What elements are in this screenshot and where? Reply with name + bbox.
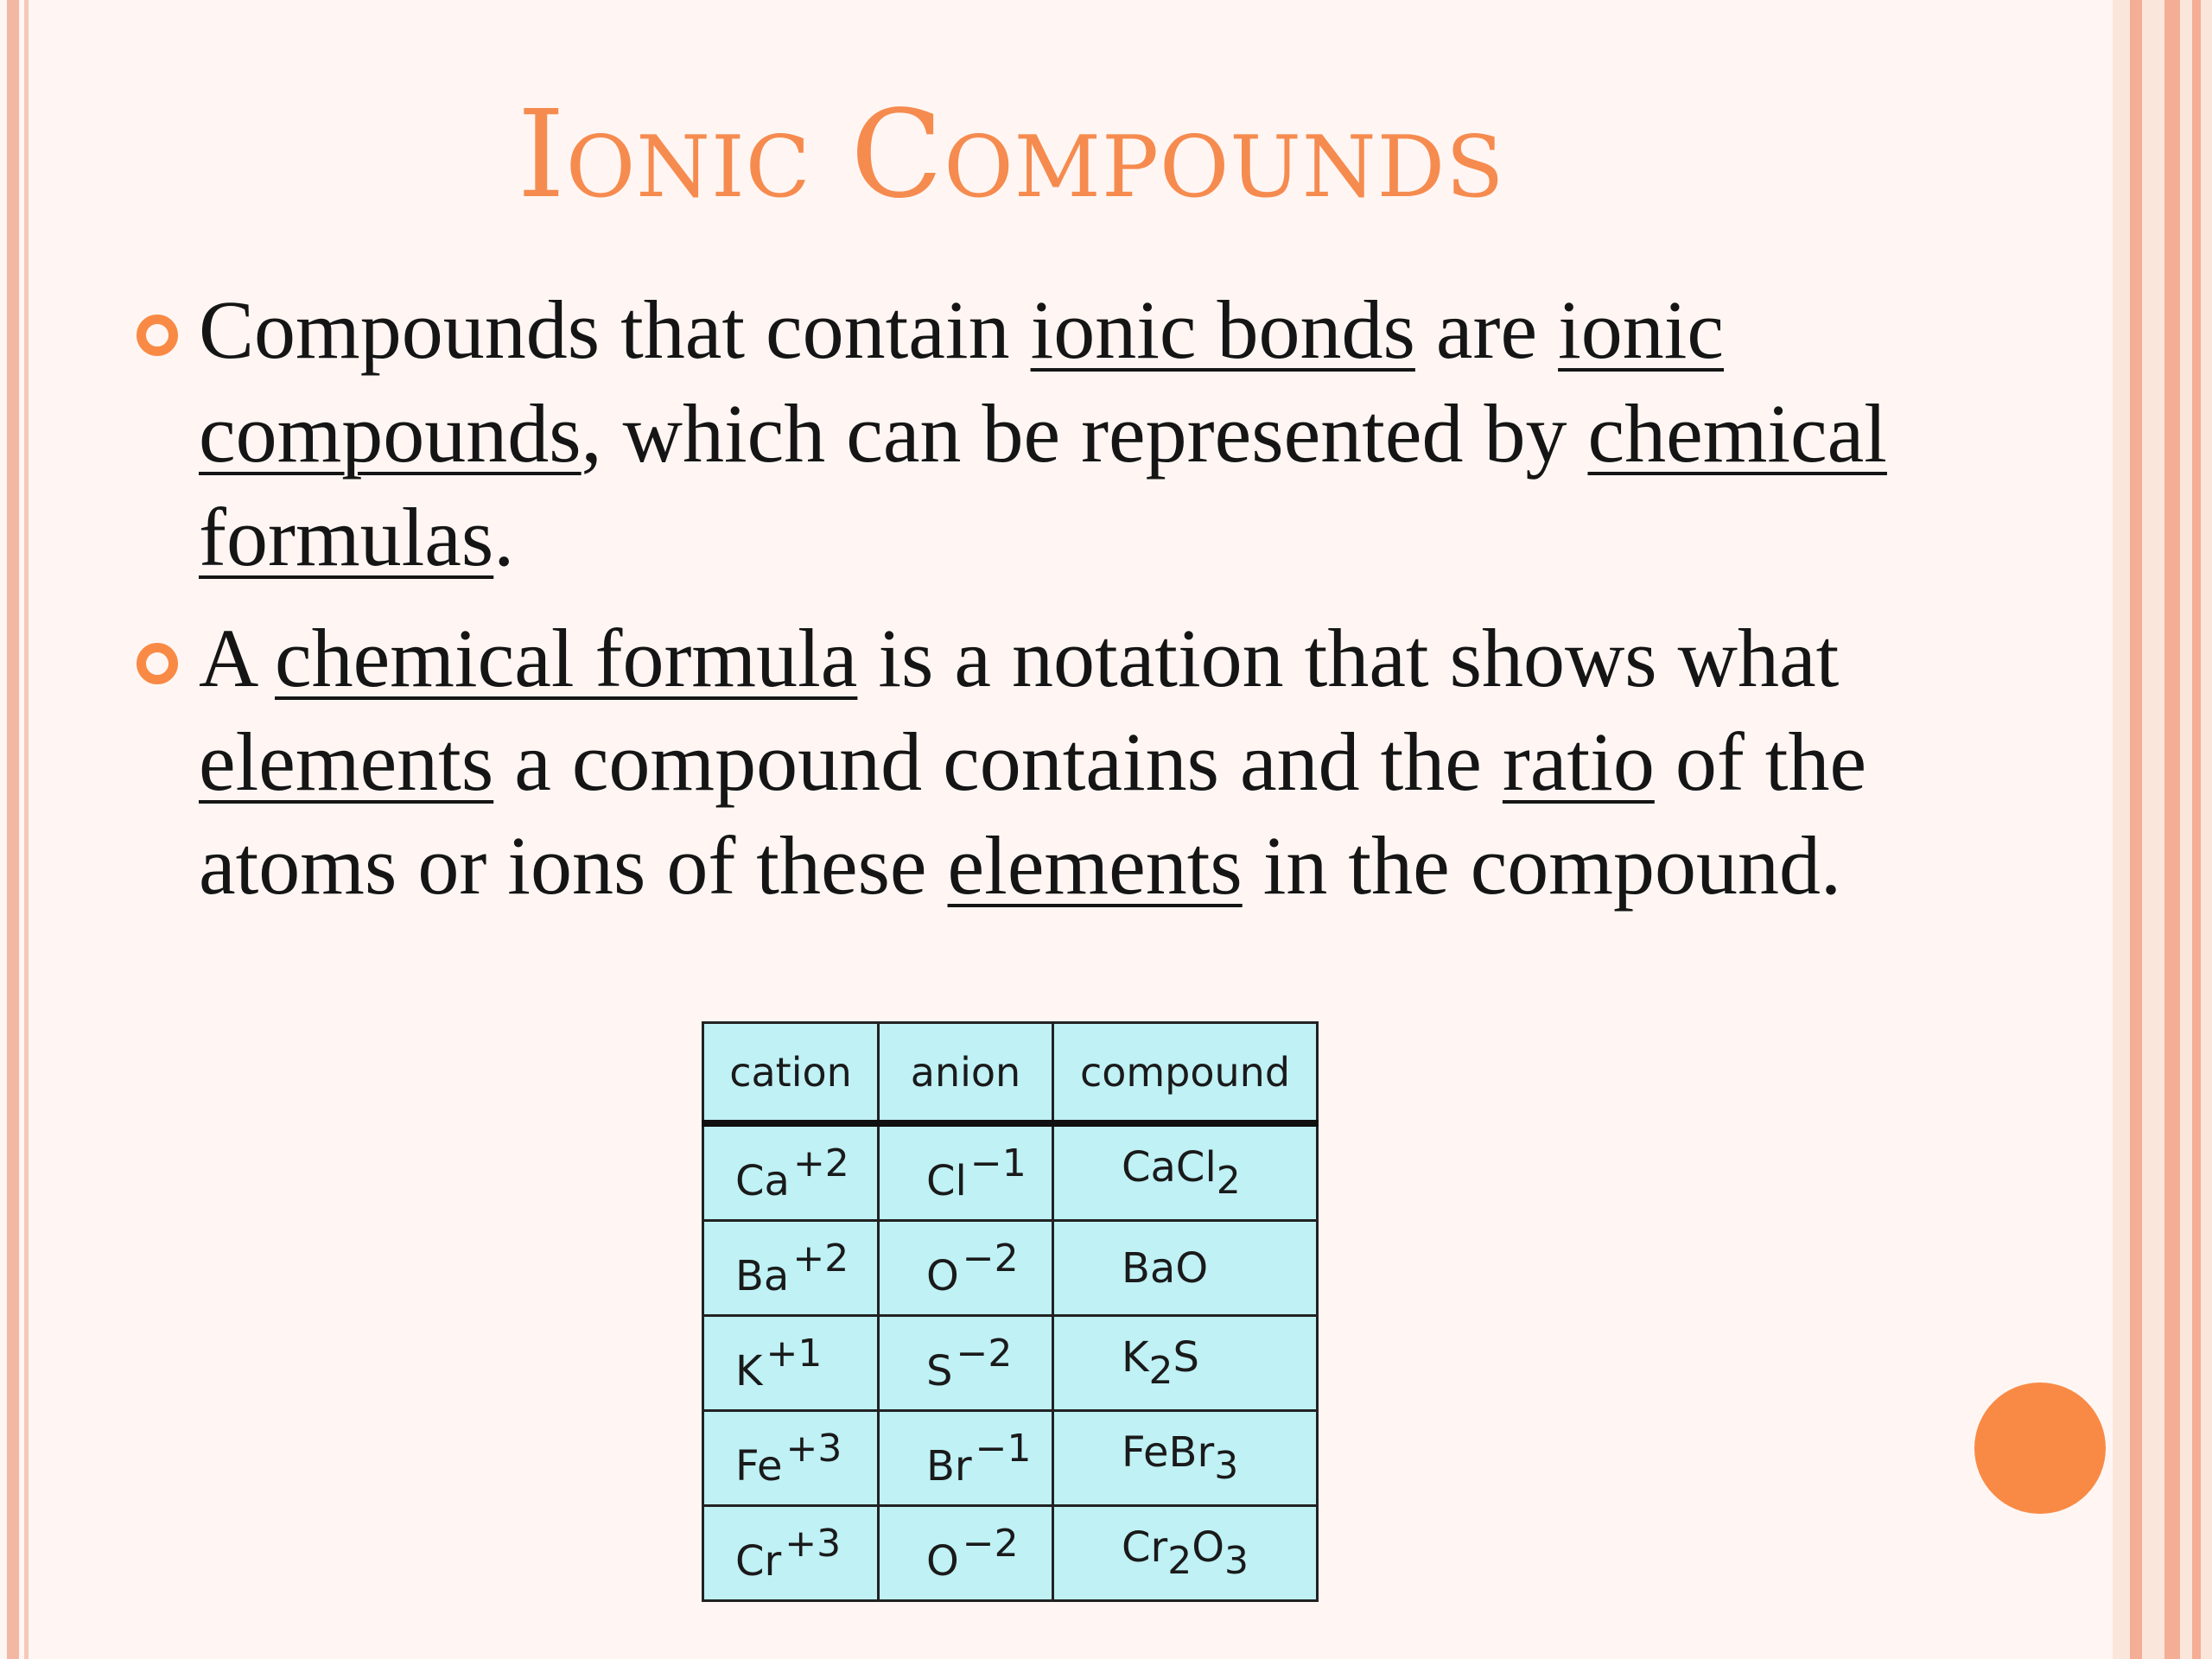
element-symbol: Br <box>926 1441 972 1491</box>
cation-cell <box>703 1221 879 1316</box>
table-header-row <box>703 1023 1318 1124</box>
right-stripe <box>2130 0 2142 1659</box>
right-stripe <box>2164 0 2180 1659</box>
element-symbol: Ba <box>735 1251 790 1300</box>
ion-charge: −1 <box>975 1426 1032 1471</box>
bullet-text <box>199 612 1866 912</box>
element-symbol: O <box>926 1536 959 1586</box>
right-stripe <box>2192 0 2201 1659</box>
formula-part: Cr <box>1122 1523 1168 1572</box>
element-symbol: Fe <box>735 1441 783 1491</box>
ion-charge: +2 <box>792 1141 849 1185</box>
underlined-term: chemical formula <box>275 612 858 704</box>
underlined-term: elements <box>947 819 1243 912</box>
anion-cell <box>879 1221 1053 1316</box>
bullet-item <box>199 607 1927 918</box>
element-symbol: Cl <box>926 1156 967 1205</box>
anion-cell <box>879 1123 1053 1221</box>
ion-charge: +3 <box>785 1426 842 1471</box>
text-segment: a compound contains and the <box>493 715 1503 808</box>
underlined-term: chemical formulas <box>199 387 1887 583</box>
cation-cell <box>703 1411 879 1506</box>
subscript: 3 <box>1214 1444 1239 1488</box>
text-segment: is a notation that shows what <box>857 612 1840 704</box>
header-cation: cation <box>703 1023 879 1124</box>
table-row <box>703 1506 1318 1601</box>
formula-part: CaCl <box>1122 1143 1217 1192</box>
compound-cell <box>1053 1221 1318 1316</box>
subscript: 2 <box>1216 1159 1241 1203</box>
cation-cell <box>703 1316 879 1411</box>
compound-cell <box>1053 1316 1318 1411</box>
text-segment: A <box>199 612 276 704</box>
element-symbol: Ca <box>735 1156 790 1205</box>
slide-frame-left <box>7 0 19 1659</box>
slide-right-band <box>2113 0 2212 1659</box>
ring-bullet-icon <box>137 315 178 356</box>
slide-frame-left-inner <box>24 0 29 1659</box>
subscript: 2 <box>1148 1349 1173 1393</box>
bullet-text <box>199 283 1887 583</box>
header-compound: compound <box>1053 1023 1318 1124</box>
ion-charge: +3 <box>785 1521 842 1566</box>
ion-charge: +1 <box>766 1331 823 1376</box>
ion-charge: −2 <box>962 1521 1019 1566</box>
formula-part: FeBr <box>1122 1428 1215 1477</box>
cation-cell <box>703 1506 879 1601</box>
element-symbol: K <box>735 1346 763 1395</box>
underlined-term: ratio <box>1502 715 1655 808</box>
header-anion: anion <box>879 1023 1053 1124</box>
underlined-term: elements <box>199 715 494 808</box>
element-symbol: Cr <box>735 1536 782 1586</box>
ring-bullet-icon <box>137 643 178 684</box>
formula-part: S <box>1173 1333 1199 1382</box>
ion-charge: −2 <box>962 1236 1019 1281</box>
underlined-term: ionic compounds <box>199 283 1725 480</box>
subscript: 3 <box>1224 1539 1249 1583</box>
anion-cell <box>879 1316 1053 1411</box>
underlined-term: ionic bonds <box>1030 283 1415 376</box>
ion-charge: −2 <box>956 1331 1013 1376</box>
subscript: 2 <box>1167 1539 1192 1583</box>
element-symbol: O <box>926 1251 959 1300</box>
formula-part: O <box>1192 1523 1225 1572</box>
text-segment: are <box>1414 283 1559 376</box>
text-segment: of the atoms or ions of these <box>199 715 1867 912</box>
slide-title: Ionic Compounds <box>517 85 1505 226</box>
ion-compound-table <box>702 1021 1319 1602</box>
cation-cell <box>703 1123 879 1221</box>
compound-cell <box>1053 1506 1318 1601</box>
table-row <box>703 1221 1318 1316</box>
element-symbol: S <box>926 1346 953 1395</box>
ion-charge: −1 <box>969 1141 1027 1185</box>
compound-cell <box>1053 1123 1318 1221</box>
bullet-item <box>199 278 1927 589</box>
anion-cell <box>879 1506 1053 1601</box>
table-row <box>703 1316 1318 1411</box>
formula-part: K <box>1122 1333 1149 1382</box>
text-segment: in the compound. <box>1242 819 1841 912</box>
text-segment: , which can be represented by <box>581 387 1588 480</box>
compound-cell <box>1053 1411 1318 1506</box>
bullet-list <box>199 278 1927 918</box>
ion-charge: +2 <box>792 1236 849 1281</box>
text-segment: . <box>493 491 515 583</box>
table-row <box>703 1123 1318 1221</box>
formula-part: BaO <box>1122 1243 1209 1293</box>
anion-cell <box>879 1411 1053 1506</box>
table-row <box>703 1411 1318 1506</box>
text-segment: Compounds that contain <box>199 283 1031 376</box>
orange-circle-icon <box>1974 1382 2106 1514</box>
